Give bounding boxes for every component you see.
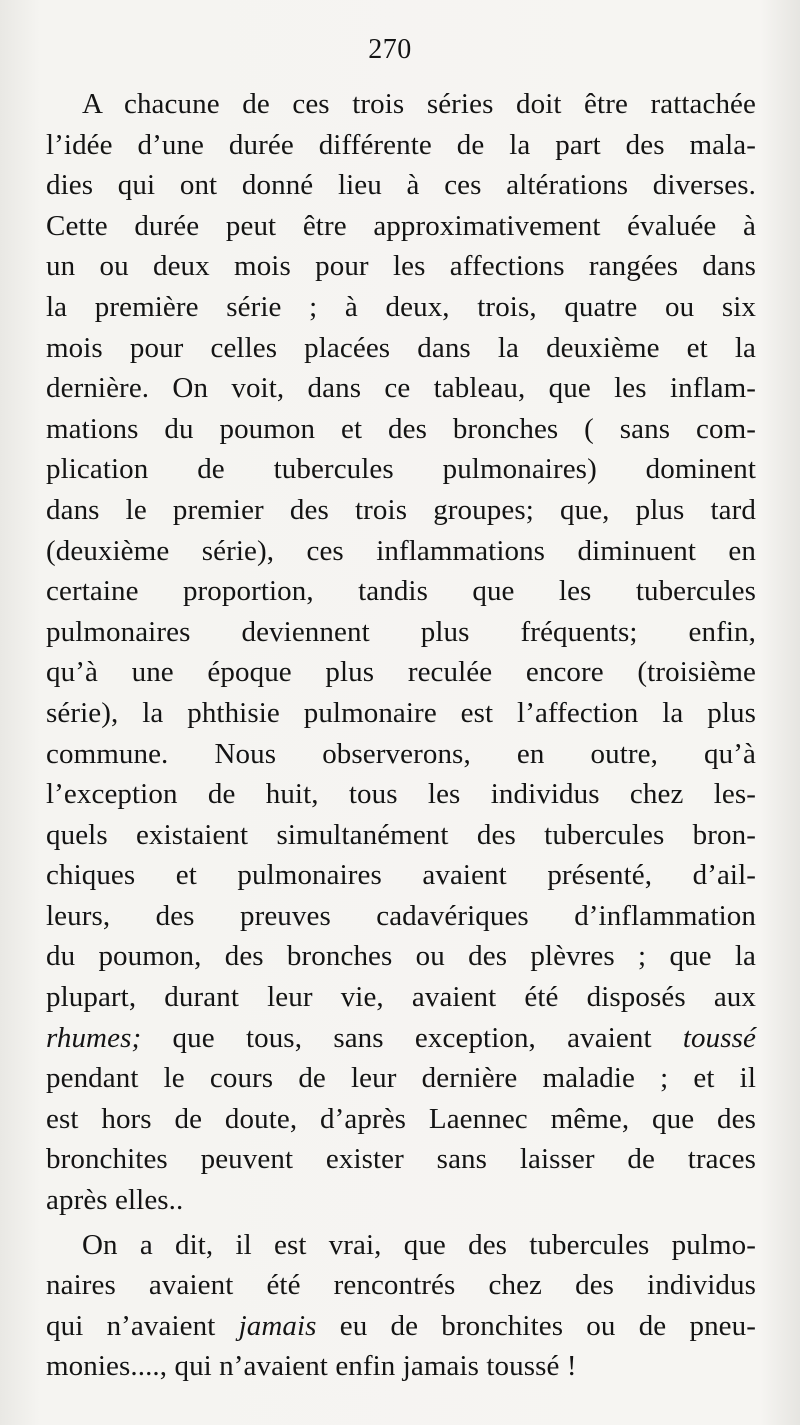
text-line: [46, 1306, 756, 1347]
text-line: [46, 612, 756, 653]
text-segment: chiques et pulmonaires avaient présenté, d’ail-: [46, 859, 756, 892]
text-segment: série), la phthisie pulmonaire est l’affection la plus: [46, 696, 756, 729]
text-segment: plication de tubercules pulmonaires) dominent: [46, 453, 756, 486]
text-line: [46, 84, 756, 125]
text-line: [46, 409, 756, 450]
text-segment: plupart, durant leur vie, avaient été disposés aux: [46, 981, 756, 1014]
text-line: [46, 1346, 756, 1387]
italic-text: rhumes;: [46, 1021, 142, 1054]
italic-text: jamais: [238, 1309, 317, 1342]
page-number: 270: [368, 34, 412, 65]
text-segment: (deuxième série), ces inflammations diminuent en: [46, 534, 756, 567]
text-segment: l’idée d’une durée différente de la part des mala-: [46, 128, 756, 161]
text-segment: est hors de doute, d’après Laennec même, que des: [46, 1102, 756, 1135]
text-segment: certaine proportion, tandis que les tubercules: [46, 575, 756, 608]
text-segment: après elles..: [46, 1184, 184, 1217]
text-segment: dans le premier des trois groupes; que, plus tard: [46, 493, 756, 526]
text-segment: qu’à une époque plus reculée encore (troisième: [46, 656, 756, 689]
text-segment: dernière. On voit, dans ce tableau, que les inflam-: [46, 372, 756, 405]
text-segment: commune. Nous observerons, en outre, qu’à: [46, 737, 756, 770]
text-line: [46, 977, 756, 1018]
text-segment: dies qui ont donné lieu à ces altérations diverses.: [46, 169, 756, 202]
text-segment: leurs, des preuves cadavériques d’inflammation: [46, 899, 756, 932]
text-line: [46, 328, 756, 369]
text-line: [46, 855, 756, 896]
body-text: [46, 84, 756, 1387]
text-segment: du poumon, des bronches ou des plèvres ; que la: [46, 940, 756, 973]
text-line: [46, 1265, 756, 1306]
text-line: [46, 449, 756, 490]
text-segment: mois pour celles placées dans la deuxième et la: [46, 331, 756, 364]
text-line: [46, 531, 756, 572]
text-line: [46, 815, 756, 856]
text-line: [46, 1139, 756, 1180]
text-segment: mations du poumon et des bronches ( sans com-: [46, 412, 756, 445]
text-line: [46, 1180, 756, 1221]
text-segment: On a dit, il est vrai, que des tubercules pulmo-: [82, 1228, 756, 1261]
text-segment: bronchites peuvent exister sans laisser de traces: [46, 1143, 756, 1176]
text-line: [46, 368, 756, 409]
text-line: [46, 490, 756, 531]
text-line: [46, 652, 756, 693]
text-segment: quels existaient simultanément des tubercules bron-: [46, 818, 756, 851]
text-segment: eu de bronchites ou de pneu-: [316, 1309, 757, 1342]
text-line: [46, 287, 756, 328]
text-line: [46, 571, 756, 612]
text-line: [46, 1018, 756, 1059]
text-line: [46, 693, 756, 734]
text-line: [46, 896, 756, 937]
text-line: [46, 1058, 756, 1099]
text-segment: un ou deux mois pour les affections rangées dans: [46, 250, 756, 283]
paragraph: [46, 1225, 756, 1387]
text-line: [46, 1225, 756, 1266]
text-segment: pendant le cours de leur dernière maladie ; et il: [46, 1062, 756, 1095]
text-line: [46, 246, 756, 287]
text-segment: que tous, sans exception, avaient: [141, 1021, 683, 1054]
text-segment: la première série ; à deux, trois, quatre ou six: [46, 290, 756, 323]
paragraph: [46, 84, 756, 1221]
text-segment: monies...., qui n’avaient enfin jamais toussé !: [46, 1350, 577, 1383]
text-segment: Cette durée peut être approximativement évaluée à: [46, 209, 756, 242]
text-segment: pulmonaires deviennent plus fréquents; enfin,: [46, 615, 756, 648]
text-segment: qui n’avaient: [46, 1309, 239, 1342]
text-line: [46, 774, 756, 815]
text-line: [46, 206, 756, 247]
text-line: [46, 936, 756, 977]
text-line: [46, 165, 756, 206]
text-line: [46, 1099, 756, 1140]
text-line: [46, 125, 756, 166]
text-segment: naires avaient été rencontrés chez des individus: [46, 1269, 756, 1302]
text-line: [46, 734, 756, 775]
text-segment: l’exception de huit, tous les individus chez les-: [46, 778, 756, 811]
text-segment: A chacune de ces trois séries doit être rattachée: [82, 88, 756, 120]
italic-text: toussé: [682, 1021, 756, 1054]
